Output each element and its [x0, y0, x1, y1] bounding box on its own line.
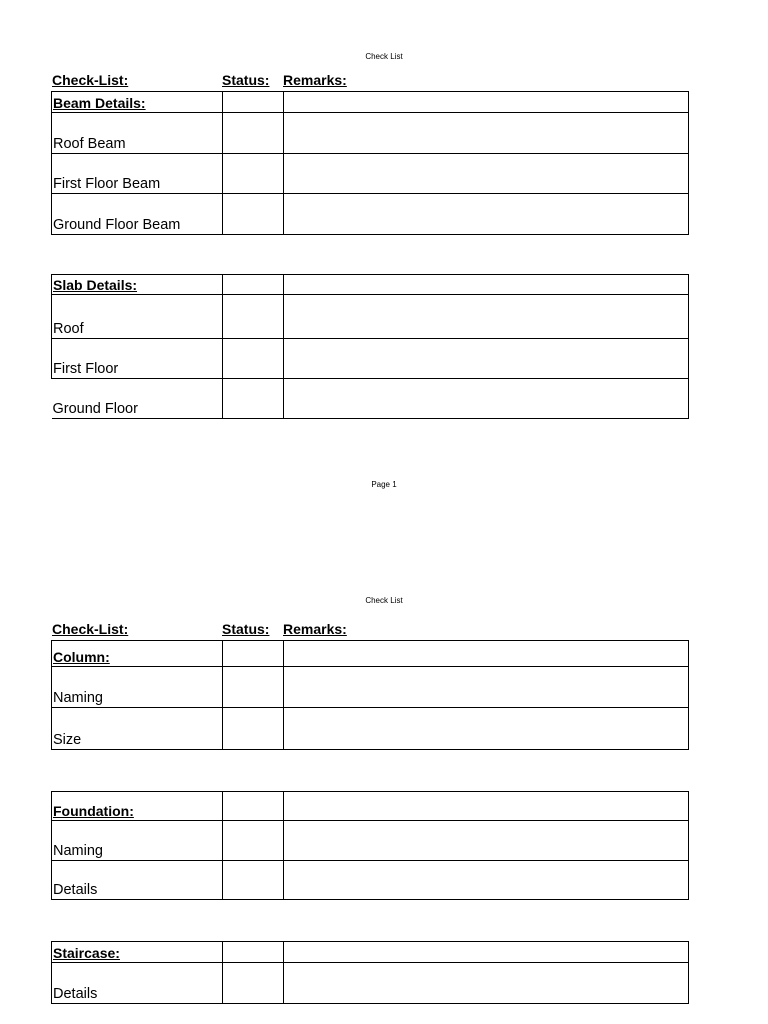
remarks-cell[interactable]	[284, 667, 689, 708]
status-cell[interactable]	[223, 792, 284, 821]
remarks-cell[interactable]	[284, 113, 689, 154]
table-row	[52, 861, 689, 900]
page-2-header: Check List	[365, 596, 403, 605]
table-row	[52, 194, 689, 235]
status-cell[interactable]	[223, 113, 284, 154]
status-cell[interactable]	[223, 821, 284, 861]
foundation-table	[51, 791, 689, 900]
item-label: Ground Floor Beam	[52, 194, 223, 235]
item-label: First Floor Beam	[52, 154, 223, 194]
item-label: Naming	[52, 667, 223, 708]
status-cell[interactable]	[223, 379, 284, 419]
table-row	[52, 154, 689, 194]
page-number: Page 1	[371, 480, 397, 489]
status-cell[interactable]	[223, 339, 284, 379]
status-column-header: Status:	[222, 72, 270, 88]
table-row	[52, 295, 689, 339]
remarks-cell[interactable]	[284, 708, 689, 750]
section-title: Slab Details:	[52, 275, 223, 295]
status-cell[interactable]	[223, 641, 284, 667]
item-label: Naming	[52, 821, 223, 861]
table-row	[52, 379, 689, 419]
status-cell[interactable]	[223, 942, 284, 963]
remarks-cell[interactable]	[284, 154, 689, 194]
item-label: First Floor	[52, 339, 223, 379]
table-row	[52, 113, 689, 154]
status-column-header: Status:	[222, 621, 270, 637]
remarks-cell[interactable]	[284, 942, 689, 963]
remarks-column-header: Remarks:	[283, 72, 347, 88]
table-row	[52, 821, 689, 861]
section-title: Beam Details:	[52, 92, 223, 113]
checklist-column-header: Check-List:	[52, 72, 129, 88]
remarks-cell[interactable]	[284, 194, 689, 235]
remarks-cell[interactable]	[284, 641, 689, 667]
remarks-cell[interactable]	[284, 92, 689, 113]
status-cell[interactable]	[223, 275, 284, 295]
status-cell[interactable]	[223, 92, 284, 113]
status-cell[interactable]	[223, 667, 284, 708]
section-title: Column:	[52, 641, 223, 667]
remarks-column-header: Remarks:	[283, 621, 347, 637]
page-1-header: Check List	[365, 52, 403, 61]
remarks-cell[interactable]	[284, 275, 689, 295]
remarks-cell[interactable]	[284, 339, 689, 379]
slab-details-table	[51, 274, 689, 419]
remarks-cell[interactable]	[284, 295, 689, 339]
column-table	[51, 640, 689, 750]
table-row	[52, 667, 689, 708]
status-cell[interactable]	[223, 963, 284, 1004]
item-label: Size	[52, 708, 223, 750]
table-row	[52, 963, 689, 1004]
status-cell[interactable]	[223, 295, 284, 339]
status-cell[interactable]	[223, 194, 284, 235]
item-label: Ground Floor	[52, 379, 223, 419]
status-cell[interactable]	[223, 708, 284, 750]
checklist-column-header: Check-List:	[52, 621, 129, 637]
item-label: Details	[52, 963, 223, 1004]
section-title: Foundation:	[52, 792, 223, 821]
item-label: Roof Beam	[52, 113, 223, 154]
remarks-cell[interactable]	[284, 821, 689, 861]
remarks-cell[interactable]	[284, 379, 689, 419]
status-cell[interactable]	[223, 154, 284, 194]
remarks-cell[interactable]	[284, 861, 689, 900]
item-label: Roof	[52, 295, 223, 339]
table-row	[52, 339, 689, 379]
section-title: Staircase:	[52, 942, 223, 963]
status-cell[interactable]	[223, 861, 284, 900]
beam-details-table	[51, 91, 689, 235]
staircase-table	[51, 941, 689, 1004]
table-row	[52, 708, 689, 750]
remarks-cell[interactable]	[284, 963, 689, 1004]
item-label: Details	[52, 861, 223, 900]
remarks-cell[interactable]	[284, 792, 689, 821]
